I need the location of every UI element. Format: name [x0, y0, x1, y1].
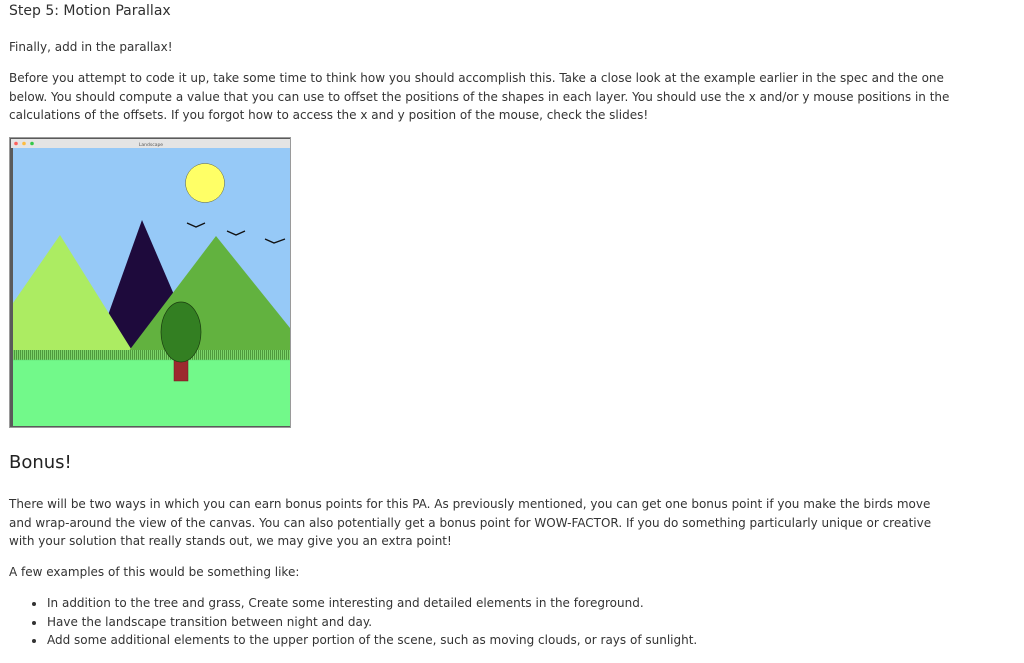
close-dot-icon[interactable] — [14, 142, 18, 146]
list-item: • Add some additional elements to the upper portion of the scene, such as moving clouds, or rays of sunlight. — [46, 631, 697, 650]
tree-canopy — [161, 302, 201, 362]
examples-intro: A few examples of this would be something like: — [9, 565, 300, 579]
minimize-dot-icon[interactable] — [22, 142, 26, 146]
step-5-heading: Step 5: Motion Parallax — [9, 3, 171, 19]
landscape-scene — [10, 138, 290, 427]
sun — [186, 164, 225, 203]
landscape-screenshot — [9, 137, 291, 428]
bonus-heading: Bonus! — [9, 452, 72, 473]
window-title: Landscape — [138, 143, 164, 148]
instructions-paragraph: Before you attempt to code it up, take some time to think how you should accomplish this. Take a close look at the example earlier in the spec and the one below. You should compute a value that you can use to offset the positions of the shapes in each layer. You should use the x and/or y mouse positions in the calculations of the offsets. If you forgot how to access the x and y position of the mouse, check the slides! — [9, 71, 950, 122]
examples-list — [28, 594, 697, 650]
list-item: • In addition to the tree and grass, Create some interesting and detailed elements in the foreground. — [46, 594, 697, 613]
list-item: • Have the landscape transition between night and day. — [46, 613, 697, 632]
ground — [13, 360, 290, 426]
zoom-dot-icon[interactable] — [30, 142, 34, 146]
bonus-paragraph: There will be two ways in which you can earn bonus points for this PA. As previously mentioned, you can get one bonus point if you make the birds move and wrap-around the view of the canvas. You can also potentially get a bonus point for WOW-FACTOR. If you do something particularly unique or creative with your solution that really stands out, we may give you an extra point! — [9, 497, 932, 548]
finally-paragraph: Finally, add in the parallax! — [9, 40, 173, 54]
